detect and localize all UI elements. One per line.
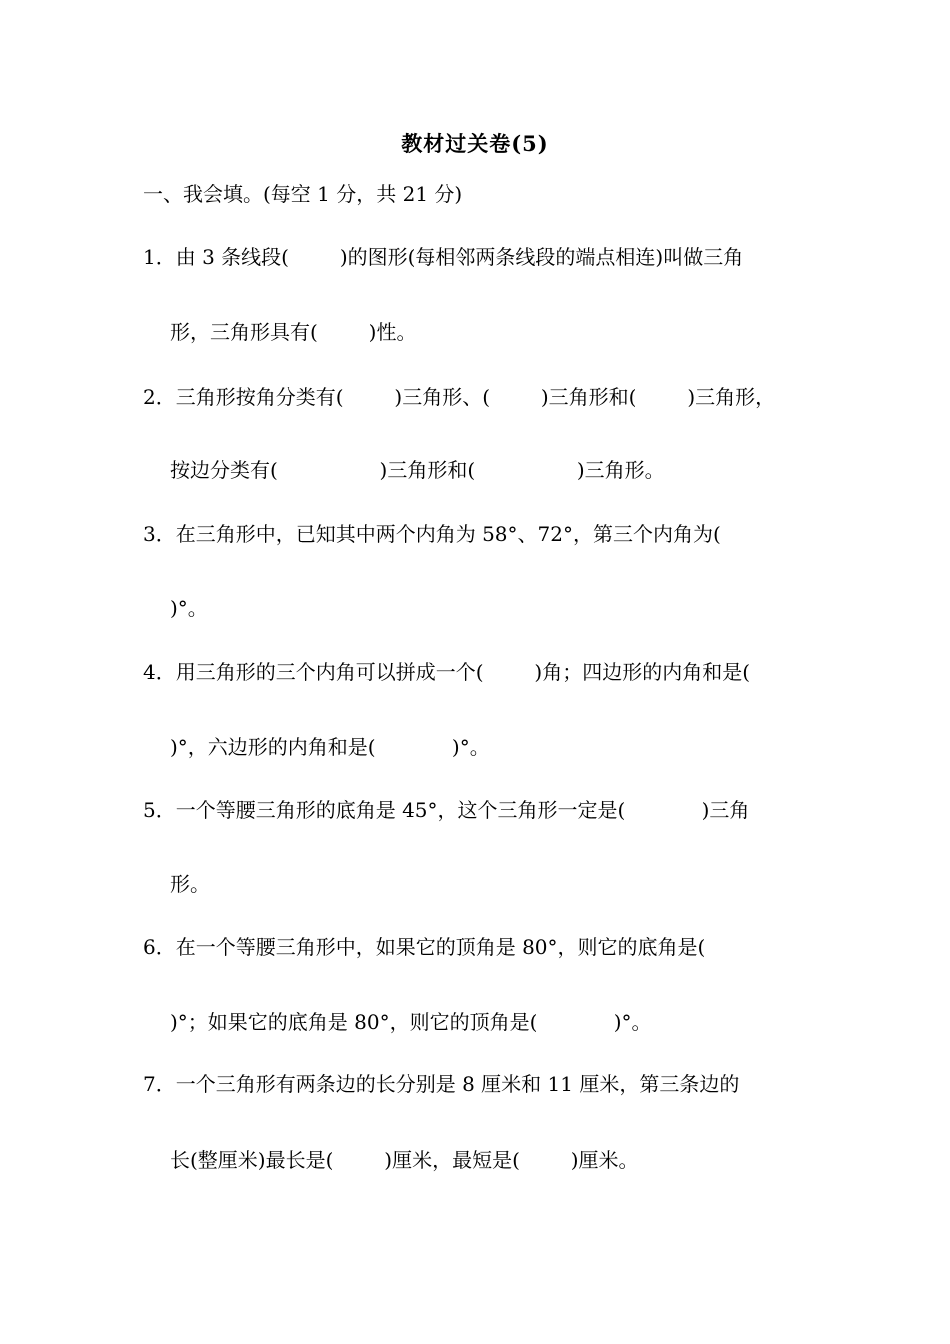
- question-6-line-2: )°；如果它的底角是 80°，则它的顶角是( )°。: [170, 1010, 652, 1034]
- question-7-line-1: 7．一个三角形有两条边的长分别是 8 厘米和 11 厘米，第三条边的: [143, 1072, 740, 1096]
- question-4-line-1: 4．用三角形的三个内角可以拼成一个( )角；四边形的内角和是(: [143, 660, 750, 684]
- section-heading: 一、我会填。(每空 1 分，共 21 分): [143, 182, 463, 206]
- question-1-line-1: 1．由 3 条线段( )的图形(每相邻两条线段的端点相连)叫做三角: [143, 245, 744, 269]
- question-2-line-1: 2．三角形按角分类有( )三角形、( )三角形和( )三角形，: [143, 385, 776, 409]
- question-1-line-2: 形，三角形具有( )性。: [170, 320, 417, 344]
- question-6-line-1: 6．在一个等腰三角形中，如果它的顶角是 80°，则它的底角是(: [143, 935, 706, 959]
- page-title: 教材过关卷(5): [401, 131, 549, 156]
- question-3-line-1: 3．在三角形中，已知其中两个内角为 58°、72°，第三个内角为(: [143, 522, 721, 546]
- question-7-line-2: 长(整厘米)最长是( )厘米，最短是( )厘米。: [170, 1148, 639, 1172]
- question-5-line-1: 5．一个等腰三角形的底角是 45°，这个三角形一定是( )三角: [143, 798, 750, 822]
- question-5-line-2: 形。: [170, 872, 210, 896]
- question-4-line-2: )°，六边形的内角和是( )°。: [170, 735, 490, 759]
- question-2-line-2: 按边分类有( )三角形和( )三角形。: [170, 458, 665, 482]
- question-3-line-2: )°。: [170, 596, 208, 620]
